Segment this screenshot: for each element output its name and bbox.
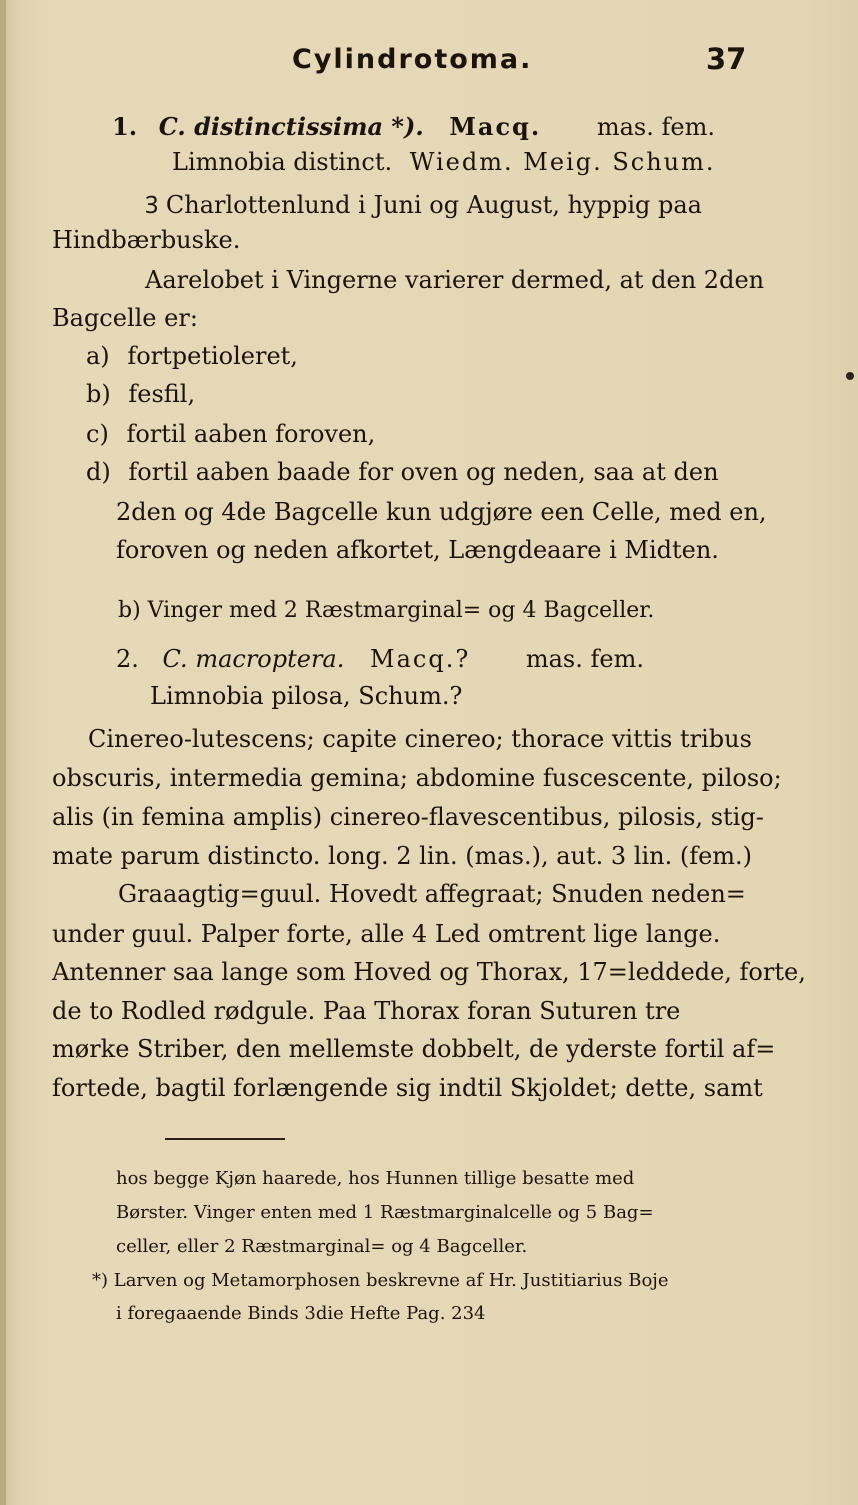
list-item-text: fortil aaben baade for oven og neden, saa at den <box>128 458 719 486</box>
body-2-line-2: under guul. Palper forte, alle 4 Led omtrent lige lange. <box>52 920 721 948</box>
body-1-line-4: Bagcelle er: <box>52 304 198 332</box>
latin-line-1: Cinereo-lutescens; capite cinereo; thorace vittis tribus <box>88 725 752 753</box>
running-header-title: Cylindrotoma. <box>292 44 533 75</box>
list-item <box>86 458 719 486</box>
entry-2-species-name: C. macroptera. <box>162 645 345 673</box>
body-2-line-3: Antenner saa lange som Hoved og Thorax, 17=leddede, forte, <box>52 958 806 986</box>
list-item-text: fortil aaben foroven, <box>126 420 376 448</box>
ink-speck <box>846 372 854 380</box>
body-2-line-5: mørke Striber, den mellemste dobbelt, de yderste fortil af= <box>52 1035 776 1063</box>
list-item-label: c) <box>86 420 109 448</box>
page-number: 37 <box>706 42 747 76</box>
entry-2-number: 2. <box>116 645 139 673</box>
footnote-rule <box>165 1138 285 1140</box>
entry-2-heading <box>116 645 644 673</box>
entry-1-author: Macq. <box>449 112 542 141</box>
entry-1-synonym-authors: Wiedm. Meig. Schum. <box>409 148 716 176</box>
footnote-line-3: celler, eller 2 Ræstmarginal= og 4 Bagceller. <box>116 1236 528 1257</box>
footnote-line-1: hos begge Kjøn haarede, hos Hunnen tillige besatte med <box>116 1168 635 1189</box>
footnote-line-4: *) Larven og Metamorphosen beskrevne af Hr. Justitiarius Boje <box>92 1270 669 1291</box>
list-item-text: fesfil, <box>128 380 196 408</box>
latin-line-4: mate parum distincto. long. 2 lin. (mas.), aut. 3 lin. (fem.) <box>52 842 753 870</box>
list-item <box>86 380 195 408</box>
body-1-line-3: Aarelobet i Vingerne varierer dermed, at den 2den <box>145 266 765 294</box>
entry-1-synonym <box>172 148 716 176</box>
list-item-label: b) <box>86 380 111 408</box>
list-continuation-line-1: 2den og 4de Bagcelle kun udgjøre een Celle, med en, <box>116 498 767 526</box>
entry-1-synonym-name: Limnobia distinct. <box>172 148 393 176</box>
body-1-line-2: Hindbærbuske. <box>52 226 241 254</box>
entry-1-heading <box>112 112 715 141</box>
entry-2-sex: mas. fem. <box>525 645 644 673</box>
list-item-text: fortpetioleret, <box>127 342 298 370</box>
footnote-line-5: i foregaaende Binds 3die Hefte Pag. 234 <box>116 1303 486 1324</box>
footnote-line-2: Børster. Vinger enten med 1 Ræstmarginalcelle og 5 Bag= <box>116 1202 654 1223</box>
latin-line-3: alis (in femina amplis) cinereo-flavescentibus, pilosis, stig- <box>52 803 764 831</box>
list-item-label: a) <box>86 342 110 370</box>
list-item <box>86 342 298 370</box>
body-1-line-1: Ꝫ Charlottenlund i Juni og August, hyppig paa <box>145 191 702 219</box>
body-2-line-4: de to Rodled rødgule. Paa Thorax foran Suturen tre <box>52 997 681 1025</box>
entry-1-sex: mas. fem. <box>596 113 715 141</box>
body-2-line-6: fortede, bagtil forlængende sig indtil Skjoldet; dette, samt <box>52 1074 763 1102</box>
list-item <box>86 420 375 448</box>
latin-line-2: obscuris, intermedia gemina; abdomine fuscescente, piloso; <box>52 764 782 792</box>
variant-note: b) Vinger med 2 Ræstmarginal= og 4 Bagceller. <box>118 598 655 623</box>
entry-1-number: 1. <box>112 112 138 141</box>
entry-2-synonym: Limnobia pilosa, Schum.? <box>150 682 463 710</box>
entry-2-author: Macq.? <box>370 645 471 673</box>
body-2-line-1: Graaagtig=guul. Hovedt affegraat; Snuden neden= <box>118 880 746 908</box>
page-edge <box>0 0 6 1505</box>
list-continuation-line-2: foroven og neden afkortet, Længdeaare i Midten. <box>116 536 719 564</box>
entry-1-species-name: C. distinctissima *). <box>158 112 424 141</box>
list-item-label: d) <box>86 458 111 486</box>
